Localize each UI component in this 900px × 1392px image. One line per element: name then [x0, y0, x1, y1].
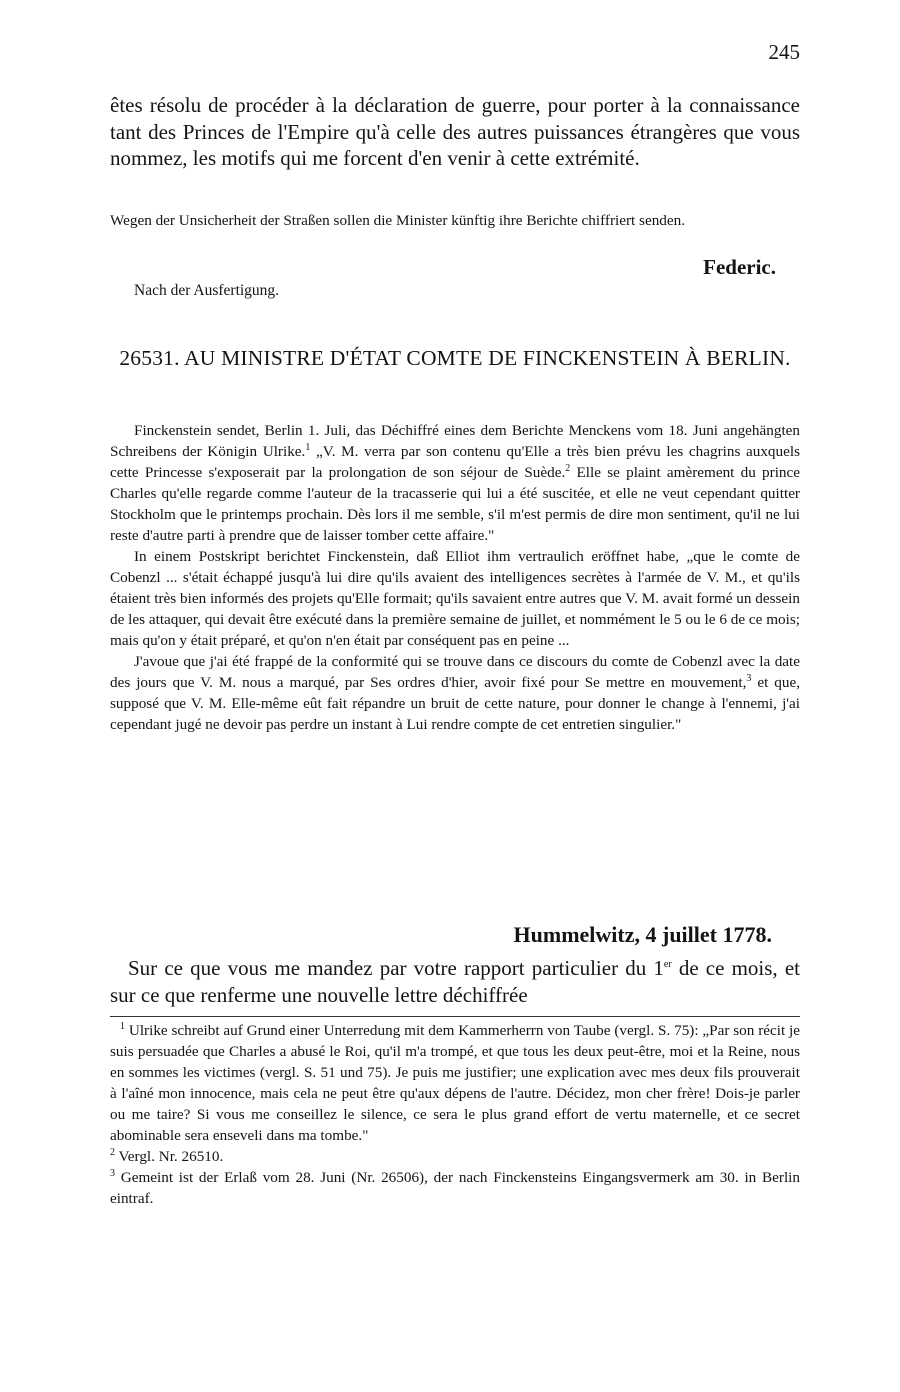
footnote: $^3$ Gemeint ist der Erlaß vom 28. Juni (Nr. 26506), der nach Finckensteins Eingangsvermerk am 30. in Berlin eintraf.	[110, 1167, 800, 1207]
letter-body: Sur ce que vous me mandez par votre rapport particulier du 1er de ce mois, et sur ce que renferme une nouvelle lettre déchiffrée	[110, 956, 800, 1007]
dateline: Hummelwitz, 4 juillet 1778.	[513, 922, 772, 947]
summary-block	[110, 420, 800, 735]
footnote-number: 2	[110, 1146, 115, 1158]
summary-paragraph: Finckenstein sendet, Berlin 1. Juli, das Déchiffré eines dem Berichte Menckens vom 18. Juni angehängten Schreibens der Königin Ulrike.$^1$ „V. M. verra par son contenu qu'Elle a très bien prévu les chagrins auxquels cette Princesse s'exposerait par la prolongation de son séjour de Suède.$^2$ Elle se plaint amèrement du prince Charles qu'elle regarde comme l'auteur de la tracasserie qui lui a été suscitée, et elle ne veut cependant quitter Stockholm que le printemps prochain. Dès lors il me semble, s'il m'est permis de dire mon sentiment, qu'il ne lui reste d'autre parti à prendre que de laisser tomber cette affaire."	[110, 422, 801, 544]
page-number: 245	[768, 40, 800, 64]
editorial-note: Wegen der Unsicherheit der Straßen sollen die Minister künftig ihre Berichte chiffriert senden.	[110, 212, 686, 229]
footnote-ref: 3	[746, 672, 752, 684]
summary-paragraph: J'avoue que j'ai été frappé de la conformité qui se trouve dans ce discours du comte de Cobenzl avec la date des jours que V. M. nous a marqué, par Ses ordres d'hier, avoir fixé pour Se mettre en mouvement,$^3$ et que, supposé que V. M. Elle-même eût fait répandre un bruit de cette nature, pour donner le change à l'ennemi, j'ai cependant jugé ne devoir pas perdre un instant à Lui rendre compte de cet entretien singulier."	[110, 653, 801, 733]
signature: Federic.	[703, 255, 776, 279]
footnote-number: 3	[110, 1167, 115, 1179]
footnote-ref: 1	[305, 441, 311, 453]
ordinal-suffix: er	[663, 959, 672, 970]
footnote: $^1$ Ulrike schreibt auf Grund einer Unterredung mit dem Kammerherrn von Taube (vergl. S. 75): „Par son récit je suis persuadée que Charles a abusé le Roi, qu'il m'a trompé, et que tous les deux peut-être, moi et la Reine, nous en sommes les victimes (vergl. S. 51 und 75). Je puis me justifier; une explication avec mes deux fils prouverait à l'aîné mon innocence, mais cela ne peut être qu'aux dépens de l'autre. Décidez, mon cher frère! Dois-je parler ou me taire? Si vous me conseillez le silence, ce sera le plus grand effort de vertu maternelle, et ce secret abominable sera enseveli dans ma tombe."	[110, 1020, 800, 1144]
summary-paragraph: In einem Postskript berichtet Finckenstein, daß Elliot ihm vertraulich eröffnet habe, „que le comte de Cobenzl ... s'était échappé jusqu'à lui dire qu'ils avaient des intelligences secrètes à l'armée de V. M., et qu'ils étaient très bien informés des projets qu'Elle formait; qu'ils savaient entre autres que V. M. avait formé un dessein de les attaquer, qui devait être exécuté dans la première semaine de juillet, et nommément le 5 ou le 6 de ce mois; mais qu'on y était préparé, et qu'on n'en était par conséquent pas en peine ...	[110, 548, 800, 649]
letter-conclusion: êtes résolu de procéder à la déclaration de guerre, pour porter à la connaissance tant des Princes de l'Empire qu'à celle des autres puissances étrangères que vous nommez, les motifs qui me forcent d'en venir à cette extrémité.	[110, 93, 800, 170]
footnote-number: 1	[120, 1020, 125, 1032]
footnote: $^2$ Vergl. Nr. 26510.	[110, 1146, 224, 1165]
footnote-ref: 2	[565, 462, 571, 474]
footnotes	[110, 1020, 800, 1209]
source-note: Nach der Ausfertigung.	[134, 282, 280, 299]
document-heading: 26531. AU MINISTRE D'ÉTAT COMTE DE FINCKENSTEIN À BERLIN.	[119, 346, 791, 370]
footnote-rule	[110, 1016, 800, 1017]
